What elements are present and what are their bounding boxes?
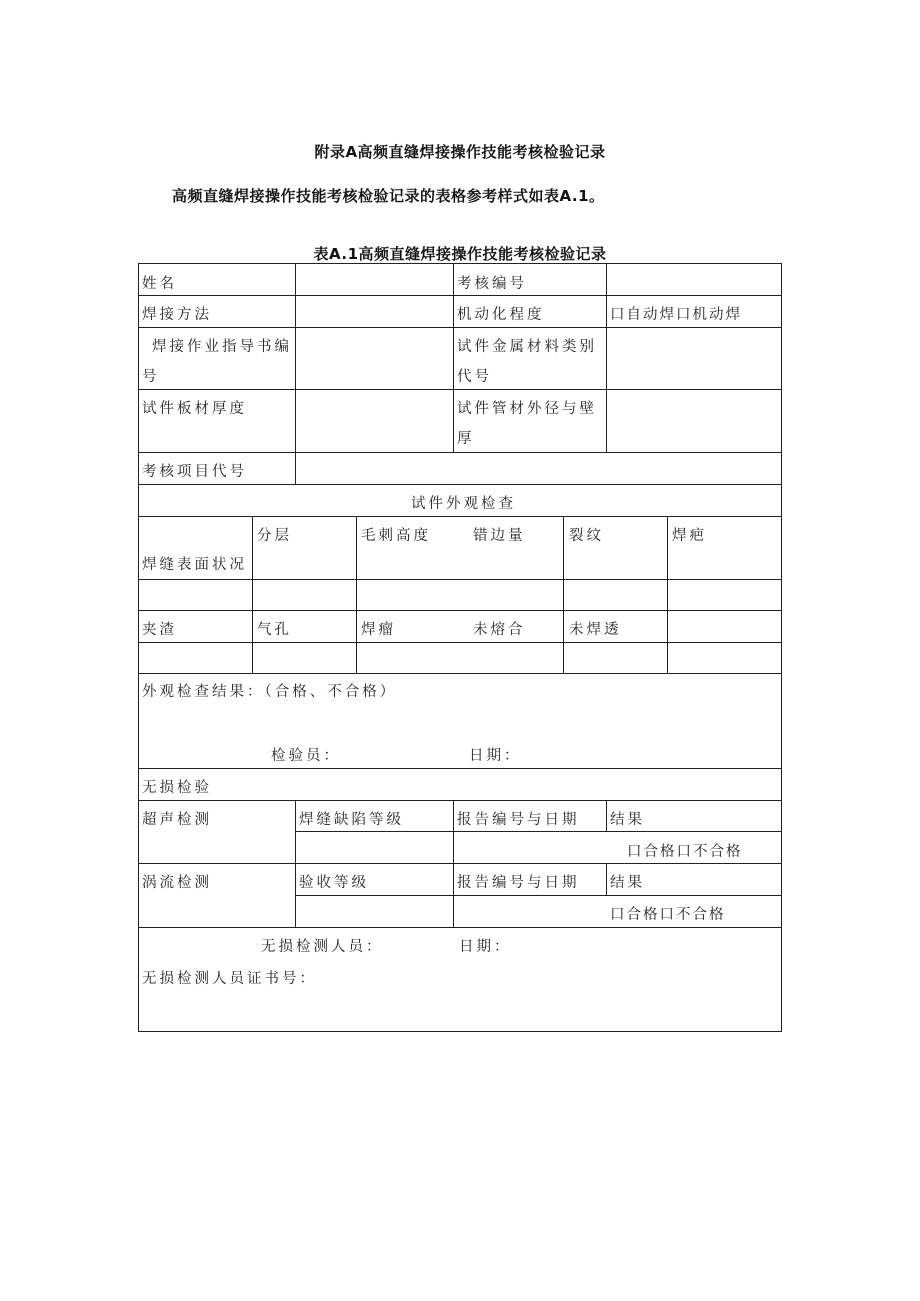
ect-grade-label: 验收等级 (299, 875, 369, 891)
ect-result-label: 结果 (610, 875, 645, 891)
mechanization-label: 机动化程度 (457, 307, 545, 323)
plate-thickness-label: 试件板材厚度 (142, 401, 247, 417)
ndt-personnel-label: 无损检测人员： (261, 939, 384, 955)
defect-burr-height: 毛刺高度 (361, 528, 431, 544)
wps-no-label-line2: 号 (142, 369, 160, 385)
defect-weld-scar: 焊疤 (672, 528, 707, 544)
row-divider (138, 642, 781, 643)
weld-surface-label: 焊缝表面状况 (142, 557, 247, 573)
appendix-title: 附录A高频直缝焊接操作技能考核检验记录 (314, 143, 606, 161)
col-divider (606, 263, 607, 452)
inspector-label: 检验员： (271, 748, 341, 764)
mechanization-options: 口自动焊口机动焊 (610, 307, 742, 323)
ut-label: 超声检测 (142, 812, 212, 828)
pipe-dim-label-line1: 试件管材外径与壁 (457, 401, 597, 417)
defect-misalignment: 错边量 (473, 528, 526, 544)
visual-section-title: 试件外观检查 (411, 496, 516, 512)
defect-delamination: 分层 (257, 528, 292, 544)
col-divider (252, 516, 253, 673)
defect-overlap: 焊瘤 (361, 622, 396, 638)
row-divider (138, 768, 781, 769)
defect-lack-of-fusion: 未熔合 (473, 622, 526, 638)
defect-crack: 裂纹 (569, 528, 604, 544)
table-border-top (138, 263, 781, 264)
metal-class-label-line2: 代号 (457, 369, 492, 385)
row-divider (138, 610, 781, 611)
intro-text: 高频直缝焊接操作技能考核检验记录的表格参考样式如表A.1。 (172, 187, 605, 205)
ndt-cert-label: 无损检测人员证书号： (142, 971, 317, 987)
table-caption: 表A.1高频直缝焊接操作技能考核检验记录 (313, 245, 607, 263)
name-label: 姓名 (142, 276, 177, 292)
row-divider (138, 673, 781, 674)
ut-pass-fail-options: 口合格口不合格 (627, 844, 743, 860)
table-border-right (781, 263, 782, 1032)
ndt-date-label: 日期： (459, 939, 512, 955)
metal-class-label-line1: 试件金属材料类别 (457, 339, 597, 355)
col-divider (356, 516, 357, 673)
ect-pass-fail-options: 口合格口不合格 (610, 907, 726, 923)
ut-report-label: 报告编号与日期 (457, 812, 580, 828)
defect-incomplete-penetration: 未焊透 (569, 622, 622, 638)
table-border-bottom (138, 1031, 781, 1032)
col-divider (667, 516, 668, 673)
ect-label: 涡流检测 (142, 875, 212, 891)
visual-result-label: 外观检查结果：（合格、不合格） (142, 684, 398, 700)
ndt-section-title: 无损检验 (142, 780, 212, 796)
defect-slag: 夹渣 (142, 622, 177, 638)
col-divider (295, 263, 296, 484)
exam-item-code-label: 考核项目代号 (142, 464, 247, 480)
pipe-dim-label-line2: 厚 (457, 431, 475, 447)
row-divider (138, 800, 781, 801)
welding-method-label: 焊接方法 (142, 307, 212, 323)
ut-result-label: 结果 (610, 812, 645, 828)
col-divider (563, 516, 564, 673)
inspection-date-label: 日期： (469, 748, 522, 764)
ect-report-label: 报告编号与日期 (457, 875, 580, 891)
wps-no-label-line1: 焊接作业指导书编 (152, 339, 292, 355)
ut-grade-label: 焊缝缺陷等级 (299, 812, 404, 828)
defect-porosity: 气孔 (257, 622, 292, 638)
exam-no-label: 考核编号 (457, 276, 527, 292)
